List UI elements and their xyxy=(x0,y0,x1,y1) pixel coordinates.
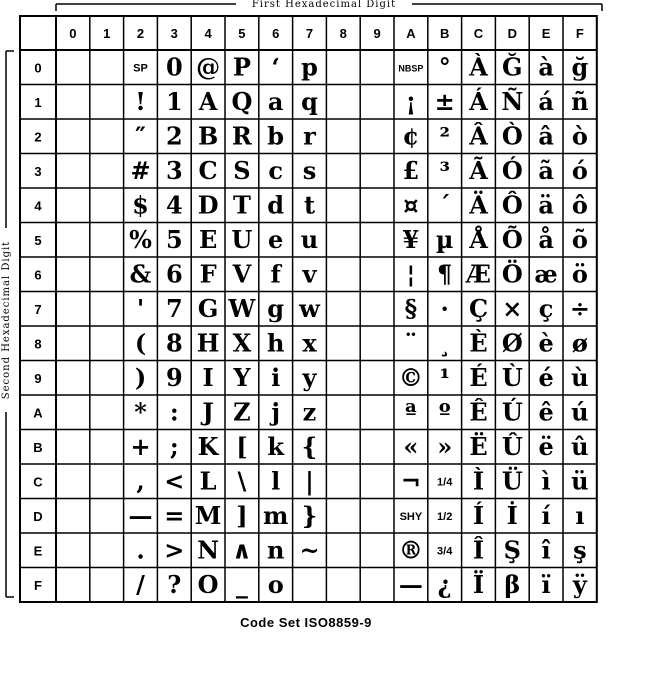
code-cell: SP xyxy=(133,62,148,75)
code-cell: Í xyxy=(472,500,485,530)
row-header: 2 xyxy=(34,129,42,145)
code-cell: ö xyxy=(571,259,588,289)
code-cell: g xyxy=(267,293,285,323)
code-cell: ù xyxy=(571,362,589,392)
code-cell: Î xyxy=(472,535,485,565)
code-cell: Ü xyxy=(501,466,523,496)
code-cell: ê xyxy=(538,397,554,427)
row-header: 7 xyxy=(34,301,42,317)
code-cell: N xyxy=(197,535,220,565)
code-cell: Q xyxy=(231,86,253,116)
code-cell: Ø xyxy=(501,328,523,358)
code-cell: · xyxy=(440,293,449,323)
code-cell: 3 xyxy=(165,155,183,185)
code-cell: ? xyxy=(167,569,182,599)
column-header: 3 xyxy=(170,26,178,41)
code-cell: ¦ xyxy=(406,259,416,289)
code-cell: M xyxy=(194,500,222,530)
code-cell: § xyxy=(404,293,418,323)
row-header: 5 xyxy=(34,232,42,248)
code-cell: u xyxy=(300,224,319,254)
code-cell: & xyxy=(129,259,152,289)
code-cell: Ô xyxy=(501,190,523,220)
code-cell: ] xyxy=(236,500,248,530)
code-cell: Y xyxy=(233,362,251,392)
column-header: C xyxy=(473,26,484,41)
code-cell: ; xyxy=(169,431,179,461)
column-header: 4 xyxy=(204,26,212,41)
code-cell: 1 xyxy=(165,86,183,116)
code-cell: o xyxy=(267,569,284,599)
column-header: 9 xyxy=(373,26,381,41)
code-cell: è xyxy=(538,328,554,358)
code-cell: 0 xyxy=(165,52,183,82)
row-header: D xyxy=(33,508,43,524)
code-cell: @ xyxy=(196,52,221,82)
code-cell: d xyxy=(267,190,285,220)
code-cell: G xyxy=(197,293,219,323)
row-header: F xyxy=(34,577,42,593)
code-cell: % xyxy=(129,224,152,254)
code-cell: ë xyxy=(538,431,554,461)
code-cell: ş xyxy=(573,535,587,565)
column-header: 8 xyxy=(339,26,347,41)
code-cell: ÷ xyxy=(569,293,590,323)
code-cell: Ò xyxy=(501,121,523,151)
code-cell: â xyxy=(538,121,554,151)
code-cell: 2 xyxy=(165,121,183,151)
code-cell: NBSP xyxy=(398,63,424,74)
code-cell: 1/2 xyxy=(437,510,453,523)
code-cell: İ xyxy=(506,500,518,530)
code-cell: ñ xyxy=(571,86,589,116)
code-cell: ü xyxy=(571,466,589,496)
code-cell: q xyxy=(301,86,318,116)
code-cell: ® xyxy=(398,535,423,565)
code-cell: À xyxy=(469,52,488,82)
code-cell: j xyxy=(271,397,281,427)
code-cell: / xyxy=(136,569,145,599)
code-cell: D xyxy=(197,190,219,220)
code-cell: L xyxy=(199,466,217,496)
code-cell: \ xyxy=(237,466,247,496)
code-cell: º xyxy=(438,397,451,427)
code-cell: ì xyxy=(541,466,551,496)
code-cell: ∧ xyxy=(232,535,252,565)
code-cell: 7 xyxy=(165,293,183,323)
code-cell: å xyxy=(538,224,554,254)
code-cell: h xyxy=(266,328,285,358)
code-cell: õ xyxy=(571,224,588,254)
code-cell: ' xyxy=(136,293,145,323)
code-cell: ä xyxy=(538,190,554,220)
code-cell: È xyxy=(469,328,488,358)
column-header: 7 xyxy=(305,26,314,41)
side-axis-title: Second Hexadecimal Digit xyxy=(1,240,12,400)
column-header: 2 xyxy=(136,26,145,41)
code-cell: A xyxy=(198,86,218,116)
top-axis-title: First Hexadecimal Digit xyxy=(251,0,397,10)
code-cell: ó xyxy=(571,155,588,185)
code-cell: $ xyxy=(132,190,149,220)
code-cell: ¡ xyxy=(405,86,417,116)
code-cell: J xyxy=(202,397,214,427)
code-cell: æ xyxy=(534,259,558,289)
code-cell: R xyxy=(231,121,252,151)
code-cell: ! xyxy=(135,86,146,116)
code-cell: C xyxy=(198,155,218,185)
code-cell: i xyxy=(271,362,281,392)
code-cell: ¸ xyxy=(438,328,451,358)
code-cell: ° xyxy=(438,52,451,82)
code-cell: 8 xyxy=(165,328,183,358)
code-cell: ¹ xyxy=(439,362,450,392)
code-cell: É xyxy=(469,362,488,392)
code-cell: r xyxy=(303,121,316,151)
code-cell: ³ xyxy=(439,155,450,185)
row-header: 6 xyxy=(34,267,42,283)
code-cell: H xyxy=(196,328,220,358)
code-cell: é xyxy=(538,362,554,392)
code-cell: ô xyxy=(571,190,588,220)
code-cell: ¢ xyxy=(402,121,420,151)
code-cell: © xyxy=(398,362,423,392)
code-cell: W xyxy=(228,293,256,323)
code-cell: n xyxy=(266,535,285,565)
code-cell: × xyxy=(502,293,523,323)
code-cell: a xyxy=(267,86,284,116)
code-cell: m xyxy=(262,500,289,530)
code-cell: ² xyxy=(439,121,450,151)
code-cell: ¿ xyxy=(437,569,452,599)
code-cell: + xyxy=(130,431,151,461)
code-cell: T xyxy=(232,190,251,220)
code-cell: 9 xyxy=(165,362,183,392)
code-cell: ( xyxy=(134,328,147,358)
code-cell: # xyxy=(130,155,151,185)
code-cell: µ xyxy=(435,224,454,254)
code-cell: ´ xyxy=(438,190,451,220)
code-cell: Ñ xyxy=(501,86,524,116)
code-cell: ı xyxy=(575,500,585,530)
column-header: 0 xyxy=(69,26,77,41)
code-cell: s xyxy=(302,155,317,185)
code-cell: 4 xyxy=(165,190,183,220)
code-cell: l xyxy=(271,466,281,496)
code-cell: ï xyxy=(541,569,551,599)
code-cell: à xyxy=(538,52,554,82)
code-cell: Ú xyxy=(501,397,523,427)
code-cell: ¨ xyxy=(404,328,417,358)
code-cell: w xyxy=(299,293,320,323)
code-cell: Æ xyxy=(466,259,491,289)
code-cell: á xyxy=(538,86,554,116)
code-cell: V xyxy=(232,259,252,289)
code-cell: ¤ xyxy=(403,190,419,220)
code-cell: b xyxy=(267,121,285,151)
row-header: E xyxy=(33,543,43,559)
code-cell: { xyxy=(301,431,318,461)
code-cell: ÿ xyxy=(572,569,587,599)
code-cell: c xyxy=(268,155,284,185)
code-cell: O xyxy=(197,569,219,599)
code-cell: 1/4 xyxy=(437,476,453,489)
code-cell: ± xyxy=(434,86,455,116)
code-cell: } xyxy=(301,500,318,530)
row-header: 8 xyxy=(34,336,42,352)
code-cell: β xyxy=(504,569,521,599)
code-cell: , xyxy=(136,466,145,496)
code-cell: Ó xyxy=(501,155,523,185)
code-cell: Ä xyxy=(469,190,488,220)
code-cell: ø xyxy=(571,328,588,358)
code-cell: t xyxy=(303,190,316,220)
code-cell: . xyxy=(136,535,145,565)
code-cell: ‘ xyxy=(271,52,280,82)
code-cell: £ xyxy=(402,155,420,185)
code-cell: Ã xyxy=(469,155,488,185)
code-cell: Ï xyxy=(472,569,485,599)
row-header: C xyxy=(33,474,43,490)
code-cell: û xyxy=(571,431,589,461)
column-header: D xyxy=(507,26,517,41)
code-cell: ¥ xyxy=(402,224,420,254)
row-header: 4 xyxy=(34,198,42,214)
code-cell: SHY xyxy=(399,510,423,523)
code-cell: : xyxy=(169,397,179,427)
code-cell: U xyxy=(231,224,253,254)
code-cell: Ë xyxy=(469,431,488,461)
code-cell: K xyxy=(197,431,219,461)
code-cell: [ xyxy=(236,431,248,461)
column-header: A xyxy=(406,26,416,41)
code-cell: k xyxy=(267,431,285,461)
column-header: 5 xyxy=(238,26,246,41)
code-cell: ¬ xyxy=(400,466,421,496)
code-cell: 5 xyxy=(165,224,183,254)
code-cell: — xyxy=(128,500,153,530)
code-cell: S xyxy=(233,155,251,185)
code-cell: * xyxy=(134,397,147,427)
code-cell: ò xyxy=(571,121,588,151)
code-cell: ~ xyxy=(299,535,320,565)
code-cell: Å xyxy=(469,224,488,254)
code-cell: « xyxy=(403,431,419,461)
code-cell: 6 xyxy=(165,259,183,289)
code-cell: î xyxy=(541,535,551,565)
code-cell: _ xyxy=(235,569,248,599)
code-cell: Õ xyxy=(501,224,523,254)
code-cell: Ù xyxy=(501,362,523,392)
code-cell: E xyxy=(198,224,218,254)
code-cell: Ì xyxy=(472,466,485,496)
code-cell: f xyxy=(270,259,281,289)
code-cell: — xyxy=(398,569,423,599)
code-cell: x xyxy=(302,328,317,358)
code-cell: ″ xyxy=(135,121,146,151)
code-cell: ç xyxy=(538,293,554,323)
code-cell: » xyxy=(437,431,453,461)
row-header: 3 xyxy=(34,163,42,179)
code-cell: X xyxy=(232,328,252,358)
code-cell: F xyxy=(199,259,217,289)
code-cell: ¶ xyxy=(437,259,453,289)
caption: Code Set ISO8859-9 xyxy=(240,615,372,630)
code-cell: y xyxy=(302,362,317,392)
code-cell: p xyxy=(301,52,318,82)
code-cell: B xyxy=(197,121,219,151)
column-header: E xyxy=(541,26,551,41)
code-cell: ú xyxy=(571,397,589,427)
row-header: 0 xyxy=(34,60,42,76)
row-header: A xyxy=(33,405,43,421)
column-header: F xyxy=(575,26,584,41)
code-cell: ª xyxy=(405,397,417,427)
row-header: 9 xyxy=(34,370,42,386)
code-cell: e xyxy=(268,224,284,254)
code-cell: z xyxy=(302,397,317,427)
code-cell: í xyxy=(541,500,551,530)
code-cell: Â xyxy=(469,121,488,151)
code-cell: Û xyxy=(501,431,523,461)
code-cell: = xyxy=(164,500,185,530)
code-cell: 3/4 xyxy=(437,545,453,558)
row-header: B xyxy=(33,439,43,455)
code-cell: Ê xyxy=(469,397,488,427)
code-cell: v xyxy=(302,259,317,289)
code-cell: > xyxy=(164,535,185,565)
code-cell: ã xyxy=(538,155,554,185)
column-header: B xyxy=(440,26,450,41)
code-cell: Ö xyxy=(501,259,523,289)
code-cell: Z xyxy=(233,397,251,427)
code-cell: Á xyxy=(469,86,488,116)
row-header: 1 xyxy=(34,94,42,110)
column-header: 1 xyxy=(103,26,111,41)
code-cell: Ğ xyxy=(502,52,523,82)
code-cell: Ş xyxy=(503,535,521,565)
code-cell: ğ xyxy=(571,52,589,82)
column-header: 6 xyxy=(272,26,280,41)
code-cell: < xyxy=(164,466,185,496)
code-cell: ) xyxy=(134,362,147,392)
code-cell: P xyxy=(232,52,251,82)
code-cell: Ç xyxy=(468,293,489,323)
code-cell: | xyxy=(305,466,314,496)
code-cell: I xyxy=(202,362,214,392)
